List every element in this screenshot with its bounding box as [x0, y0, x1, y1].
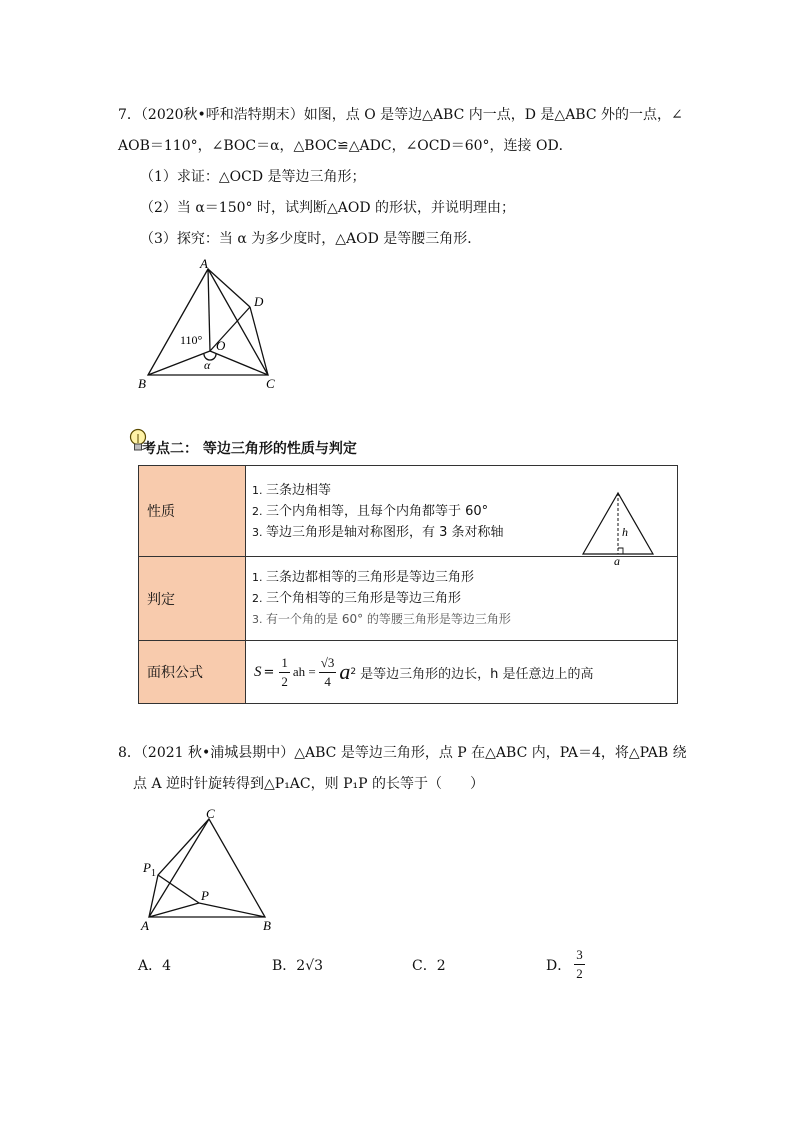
property-item-1: 三条边相等: [266, 482, 332, 498]
table-row-area: [139, 641, 678, 704]
q7-part3: （3）探究：当 α 为多少度时，△AOD 是等腰三角形．: [140, 231, 482, 247]
criterion-item-2: 三个角相等的三角形是等边三角形: [266, 591, 462, 606]
table-cell-area: [246, 641, 678, 704]
q8-label-B: B: [263, 918, 271, 933]
section-title-text: 考点二： 等边三角形的性质与判定: [142, 441, 357, 457]
q8-stem-line2: 点 A 逆时针旋转得到△P₁AC，则 P₁P 的长等于（ ）: [133, 776, 484, 792]
q7-label-D: D: [254, 294, 264, 309]
knowledge-table: [138, 465, 678, 704]
table-cell-properties: 1. 三条边相等 2. 三个内角相等，且每个内角都等于 60° 3. 等边三角形是轴对称图形，有 3 条对称轴 h a: [246, 466, 678, 557]
q8-label-C: C: [206, 806, 215, 821]
q7-stem-line2: AOB＝110°，∠BOC＝α，△BOC≌△ADC，∠OCD＝60°，连接 OD．: [118, 138, 573, 154]
q8-label-A: A: [141, 918, 149, 933]
q7-part2: （2）当 α＝150° 时，试判断△AOD 的形状，并说明理由；: [140, 200, 516, 216]
q7-angle-110: 110°: [180, 333, 203, 347]
q7-part1: （1）求证：△OCD 是等边三角形；: [140, 169, 366, 185]
q7-figure: [130, 255, 290, 395]
q8-label-P: P: [201, 888, 209, 903]
table-head-area: 面积公式: [139, 641, 246, 704]
table-row-criteria: [139, 557, 678, 641]
area-formula-description: 是等边三角形的边长，h 是任意边上的高: [360, 666, 594, 682]
q7-label-C: C: [266, 376, 275, 391]
q7-label-A: A: [200, 256, 208, 271]
q8-label-P1: $P_1$: [143, 860, 156, 879]
q8-option-d[interactable]: D． $\frac{3}{2}$: [546, 947, 583, 981]
q7-stem-line1: 7．（2020秋•呼和浩特期末）如图，点 O 是等边△ABC 内一点，D 是△ABC 外的一点，∠: [118, 107, 683, 123]
q8-figure: [135, 805, 285, 935]
area-formula: S = $\frac{1}{2}$ ah = $\frac{√3}{4}$ a 2 是等边三角形的边长，h 是任意边上的高: [254, 654, 594, 689]
q7-label-O: O: [216, 338, 226, 353]
q7-alpha: α: [204, 358, 211, 372]
table-cell-criteria: 1. 三条边都相等的三角形是等边三角形 2. 三个角相等的三角形是等边三角形 3. 有一个角的是 60° 的等腰三角形是等边三角形: [246, 557, 678, 641]
property-item-2: 三个内角相等，且每个内角都等于 60°: [266, 503, 489, 519]
table-head-properties: 性质: [139, 466, 246, 557]
q8-stem-line1: 8．（2021 秋•浦城县期中）△ABC 是等边三角形，点 P 在△ABC 内，PA＝4，将△PAB 绕: [118, 745, 687, 761]
q7-label-B: B: [138, 376, 146, 391]
criterion-item-3: 有一个角的是 60° 的等腰三角形是等边三角形: [266, 612, 511, 626]
q8-option-c[interactable]: C．2: [412, 958, 446, 974]
table-head-criteria: 判定: [139, 557, 246, 641]
q8-option-b[interactable]: B．2√3: [272, 958, 324, 974]
triangle-label-h: h: [622, 524, 628, 539]
equilateral-triangle-figure: [580, 490, 660, 566]
triangle-label-a: a: [614, 553, 620, 566]
property-item-3: 等边三角形是轴对称图形，有 3 条对称轴: [266, 524, 504, 540]
q8-option-a[interactable]: A．4: [138, 958, 172, 974]
section-title: [128, 428, 528, 460]
table-row-properties: [139, 466, 678, 557]
criterion-item-1: 三条边都相等的三角形是等边三角形: [266, 570, 475, 585]
